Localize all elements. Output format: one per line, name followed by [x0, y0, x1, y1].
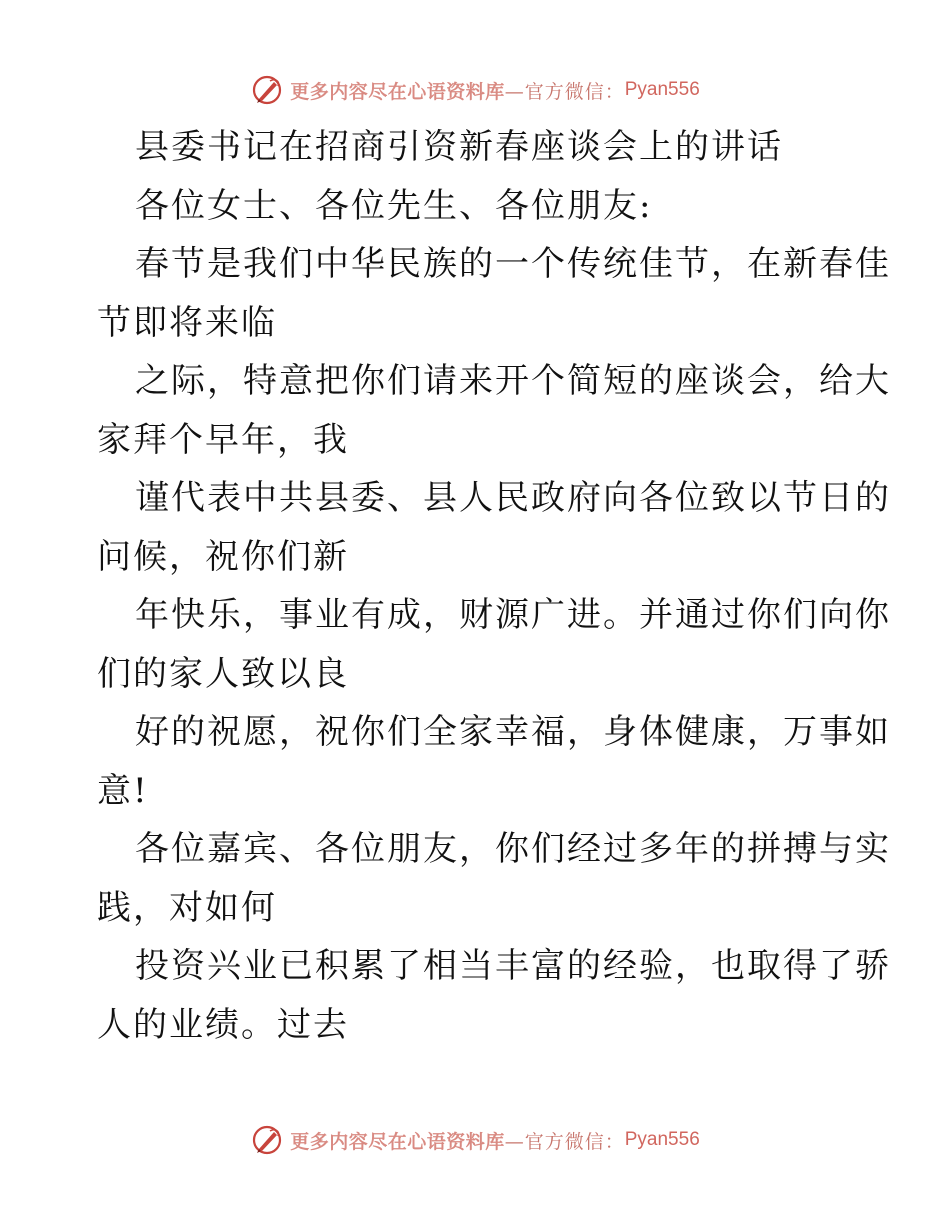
paragraph-line: 好的祝愿，祝你们全家幸福，身体健康，万事如: [135, 712, 891, 752]
paragraph-line: 谨代表中共县委、县人民政府向各位致以节日的: [135, 478, 891, 518]
paragraph-line: 之际，特意把你们请来开个简短的座谈会，给大: [135, 361, 891, 401]
document-body: [97, 118, 891, 1054]
banner-wechat-label: —官方微信：: [504, 80, 625, 103]
banner-wechat-id: Pyan556: [624, 1129, 700, 1150]
quill-pen-logo-icon: [250, 1123, 284, 1157]
paragraph-line: 投资兴业已积累了相当丰富的经验，也取得了骄: [135, 946, 891, 986]
salutation-line: 各位女士、各位先生、各位朋友:: [135, 185, 653, 226]
paragraph-line: 家拜个早年，我: [97, 419, 349, 460]
paragraph-line: 践，对如何: [97, 887, 277, 928]
banner-wechat-label: —官方微信：: [504, 1130, 625, 1153]
paragraph-line: 人的业绩。过去: [97, 1004, 349, 1045]
paragraph-line: 各位嘉宾、各位朋友，你们经过多年的拼搏与实: [135, 829, 891, 869]
footer-watermark-banner: [0, 1120, 950, 1160]
quill-pen-logo-icon: [250, 73, 284, 107]
paragraph-line: 意!: [97, 770, 149, 811]
banner-wechat-id: Pyan556: [624, 79, 700, 100]
paragraph-line: 们的家人致以良: [97, 653, 349, 694]
document-title: 县委书记在招商引资新春座谈会上的讲话: [135, 127, 783, 167]
header-watermark-banner: [0, 70, 950, 110]
banner-main-text: 更多内容尽在心语资料库: [290, 80, 505, 103]
paragraph-line: 春节是我们中华民族的一个传统佳节，在新春佳: [135, 244, 891, 284]
banner-main-text: 更多内容尽在心语资料库: [290, 1130, 505, 1153]
paragraph-line: 节即将来临: [97, 302, 277, 343]
paragraph-line: 问候，祝你们新: [97, 536, 349, 577]
paragraph-line: 年快乐，事业有成，财源广进。并通过你们向你: [135, 595, 891, 635]
